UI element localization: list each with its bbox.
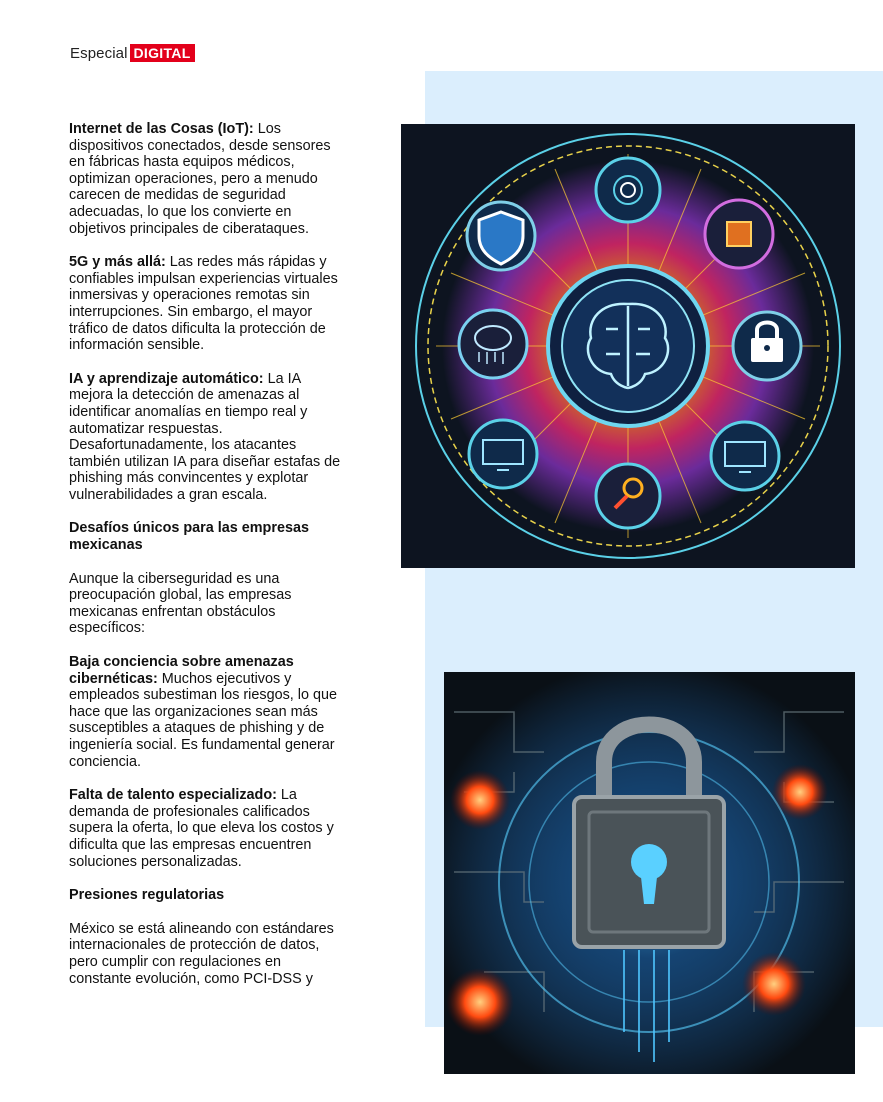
network-node-icon <box>596 158 660 222</box>
paragraph-intro: Aunque la ciberseguridad es una preocupación global, las empresas mexicanas enfrentan obstáculos específicos: <box>69 570 292 637</box>
paragraph-5g <box>69 254 341 354</box>
brand-badge: DIGITAL <box>130 44 195 62</box>
paragraph-lead: Falta de talento especializado: <box>69 787 277 804</box>
section-heading-challenges: Desafíos únicos para las empresas mexicanas <box>69 520 309 554</box>
article-body <box>69 121 341 1004</box>
paragraph-ai <box>69 371 341 504</box>
cybersecurity-illustration <box>401 124 855 568</box>
brand-prefix: Especial <box>70 44 128 62</box>
padlock-illustration <box>444 672 855 1074</box>
paragraph-text: La IA mejora la detección de amenazas al identificar anomalías en tiempo real y automatizar respuestas. Desafortunadamente, los atacantes también utilizan IA para diseñar estafas de phishing más convincentes y explotar vulnerabilidades a gran escala. <box>69 370 341 503</box>
paragraph-awareness <box>69 654 341 770</box>
paragraph-lead: Internet de las Cosas (IoT): <box>69 121 254 137</box>
paragraph-iot <box>69 121 341 237</box>
paragraph-regulatory: México se está alineando con estándares internacionales de protección de datos, pero cumplir con regulaciones en constante evolución, como PCI-DSS y <box>69 920 334 987</box>
paragraph-lead: 5G y más allá: <box>69 254 166 271</box>
lock-icon <box>733 312 801 380</box>
monitor-icon <box>711 422 779 490</box>
paragraph-text: La demanda de profesionales calificados supera la oferta, lo que eleva los costos y dificulta que las empresas encuentren soluciones personalizadas. <box>69 787 334 870</box>
header <box>70 43 195 63</box>
monitor-icon <box>469 420 537 488</box>
cloud-brain-icon <box>459 310 527 378</box>
paragraph-text: Las redes más rápidas y confiables impulsan experiencias virtuales inmersivas y operaciones remotas sin interrupciones. Sin embargo, el mayor tráfico de datos dificulta la protección de información sensible. <box>69 254 338 354</box>
chain-link-icon <box>596 464 660 528</box>
section-heading-regulatory: Presiones regulatorias <box>69 887 225 904</box>
paragraph-lead: IA y aprendizaje automático: <box>69 370 264 387</box>
chip-icon <box>705 200 773 268</box>
paragraph-text: Muchos ejecutivos y empleados subestiman los riesgos, lo que hace que las organizaciones sean más susceptibles a ataques de phishing y de ingeniería social. Es fundamental generar conciencia. <box>69 670 337 770</box>
paragraph-lead: Baja conciencia sobre amenazas cibernéticas: <box>69 654 294 687</box>
shield-icon <box>467 202 535 270</box>
paragraph-text: Los dispositivos conectados, desde sensores en fábricas hasta equipos médicos, optimizan operaciones, pero a menudo carecen de medidas de seguridad adecuadas, lo que los convierte en objetivos principales de ciberataques. <box>69 121 331 237</box>
paragraph-talent <box>69 787 341 870</box>
